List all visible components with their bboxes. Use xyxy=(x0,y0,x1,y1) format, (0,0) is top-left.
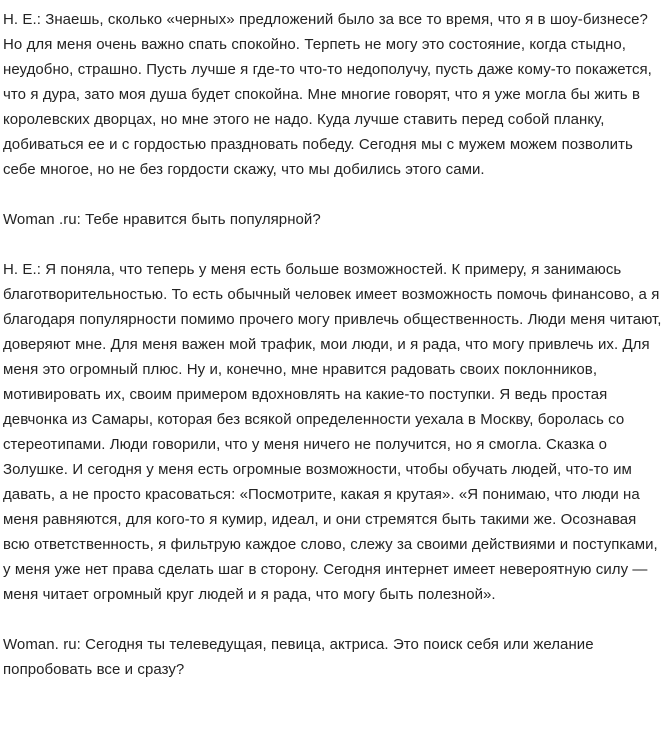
paragraph-answer-1: Н. Е.: Знаешь, сколько «черных» предложений было за все то время, что я в шоу-бизнесе? Но для меня очень важно спать спокойно. Терпеть не могу это состояние, когда стыдно, неудобно, страшно. Пусть лучше я где-то что-то недополучу, пусть даже кому-то покажется, что я дура, зато моя душа будет спокойна. Мне многие говорят, что я уже могла бы жить в королевских дворцах, но мне этого не надо. Куда лучше ставить перед собой планку, добиваться ее и с гордостью праздновать победу. Сегодня мы с мужем можем позволить себе многое, но не без гордости скажу, что мы добились этого сами. xyxy=(3,11,652,178)
article-body xyxy=(0,7,670,747)
paragraph-answer-2: Н. Е.: Я поняла, что теперь у меня есть больше возможностей. К примеру, я занимаюсь благотворительностью. То есть обычный человек имеет возможность помочь финансово, а я благодаря популярности помимо прочего могу привлечь общественность. Люди меня читают, доверяют мне. Для меня важен мой трафик, мои люди, и я рада, что могу привлечь их. Для меня это огромный плюс. Ну и, конечно, мне нравится радовать своих поклонников, мотивировать их, своим примером вдохновлять на какие-то поступки. Я ведь простая девчонка из Самары, которая без всякой определенности уехала в Москву, боролась со стереотипами. Люди говорили, что у меня ничего не получится, но я смогла. Сказка о Золушке. И сегодня у меня есть огромные возможности, чтобы обучать людей, что-то им давать, а не просто красоваться: «Посмотрите, какая я крутая». «Я понимаю, что люди на меня равняются, для кого-то я кумир, идеал, и они стремятся быть такими же. Осознавая всю ответственность, я фильтрую каждое слово, слежу за своими действиями и поступками, у меня уже нет права сделать шаг в сторону. Сегодня интернет имеет невероятную силу — меня читает огромный круг людей и я рада, что могу быть полезной». xyxy=(3,261,662,603)
paragraph-question-1: Woman .ru: Тебе нравится быть популярной? xyxy=(3,211,321,228)
paragraph-question-2: Woman. ru: Сегодня ты телеведущая, певица, актриса. Это поиск себя или желание попробовать все и сразу? xyxy=(3,636,594,678)
